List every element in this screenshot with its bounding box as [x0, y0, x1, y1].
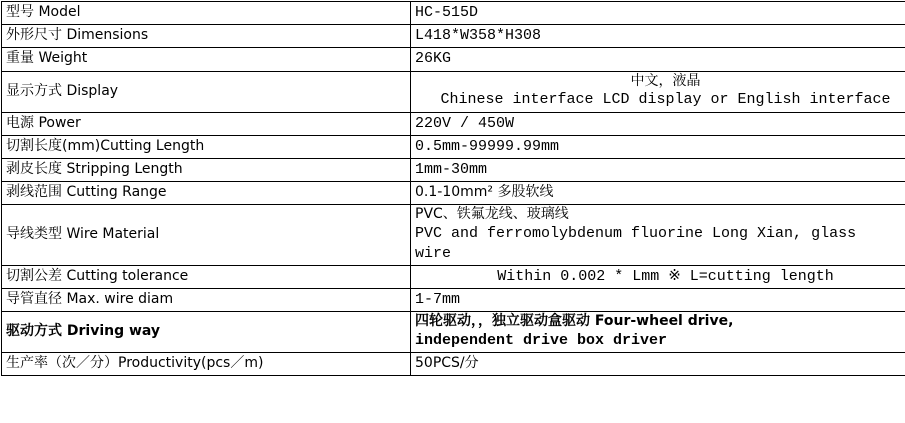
- table-row: [2, 205, 905, 265]
- table-row: [2, 25, 905, 48]
- value-text: 1-7mm: [415, 291, 460, 308]
- value-text: 0.5mm-99999.99mm: [415, 138, 559, 155]
- row-value-cutting-range: [411, 182, 905, 205]
- value-text-line-2: Chinese interface LCD display or English interface: [415, 90, 905, 109]
- value-text: 0.1-10mm² 多股软线: [415, 184, 553, 200]
- table-row: [2, 312, 905, 353]
- specification-table: [1, 1, 905, 376]
- row-value-power: [411, 112, 905, 135]
- table-row: [2, 265, 905, 288]
- row-value-productivity: [411, 353, 905, 376]
- value-text: 50PCS/分: [415, 355, 479, 371]
- table-row: [2, 2, 905, 25]
- value-text: 220V / 450W: [415, 115, 514, 132]
- row-label-power: [2, 112, 411, 135]
- row-value-stripping-length: [411, 159, 905, 182]
- value-text-line-1: PVC、铁氟龙线、玻璃线: [415, 206, 905, 224]
- row-value-dimensions: [411, 25, 905, 48]
- row-label-weight: [2, 48, 411, 71]
- row-value-wire-material: [411, 205, 905, 265]
- value-text-line-2: PVC and ferromolybdenum fluorine Long Xian, glass: [415, 224, 905, 243]
- specification-table-container: [0, 1, 905, 423]
- row-label-max-wire-diam: [2, 288, 411, 311]
- row-value-model: [411, 2, 905, 25]
- label-text: 重量 Weight: [6, 50, 87, 66]
- table-row: [2, 48, 905, 71]
- table-row: [2, 288, 905, 311]
- value-text: Within 0.002 * Lmm ※ L=cutting length: [497, 268, 834, 285]
- label-text: 型号 Model: [6, 4, 80, 20]
- value-text-line-1: 中文，液晶: [415, 73, 905, 91]
- row-value-cutting-length: [411, 135, 905, 158]
- value-text: HC-515D: [415, 4, 478, 21]
- label-text: 导管直径 Max. wire diam: [6, 291, 173, 307]
- label-text: 电源 Power: [6, 115, 81, 131]
- label-text: 切割长度(mm)Cutting Length: [6, 138, 204, 154]
- value-text: 1mm-30mm: [415, 161, 487, 178]
- row-label-stripping-length: [2, 159, 411, 182]
- row-label-driving-way: [2, 312, 411, 353]
- table-row: [2, 71, 905, 112]
- table-row: [2, 159, 905, 182]
- row-value-driving-way: [411, 312, 905, 353]
- row-value-max-wire-diam: [411, 288, 905, 311]
- label-text: 导线类型 Wire Material: [6, 226, 159, 242]
- label-text: 外形尺寸 Dimensions: [6, 27, 148, 43]
- row-value-weight: [411, 48, 905, 71]
- label-text: 生产率（次／分）Productivity(pcs／m): [6, 355, 263, 371]
- row-label-model: [2, 2, 411, 25]
- row-label-cutting-tolerance: [2, 265, 411, 288]
- row-label-display: [2, 71, 411, 112]
- value-text-line-2: independent drive box driver: [415, 331, 905, 350]
- row-value-cutting-tolerance: [411, 265, 905, 288]
- row-value-display: [411, 71, 905, 112]
- row-label-productivity: [2, 353, 411, 376]
- label-text: 剥线范围 Cutting Range: [6, 184, 167, 200]
- value-text-line-3: wire: [415, 244, 905, 263]
- value-text-line-1: 四轮驱动，，独立驱动盒驱动 Four-wheel drive,: [415, 313, 905, 331]
- row-label-wire-material: [2, 205, 411, 265]
- row-label-dimensions: [2, 25, 411, 48]
- label-text: 显示方式 Display: [6, 83, 118, 99]
- value-text: 26KG: [415, 50, 451, 67]
- value-text: L418*W358*H308: [415, 27, 541, 44]
- label-text: 驱动方式 Driving way: [6, 323, 160, 339]
- label-text: 剥皮长度 Stripping Length: [6, 161, 183, 177]
- table-row: [2, 135, 905, 158]
- table-row: [2, 353, 905, 376]
- table-body: [2, 2, 905, 376]
- row-label-cutting-range: [2, 182, 411, 205]
- table-row: [2, 112, 905, 135]
- row-label-cutting-length: [2, 135, 411, 158]
- table-row: [2, 182, 905, 205]
- label-text: 切割公差 Cutting tolerance: [6, 268, 188, 284]
